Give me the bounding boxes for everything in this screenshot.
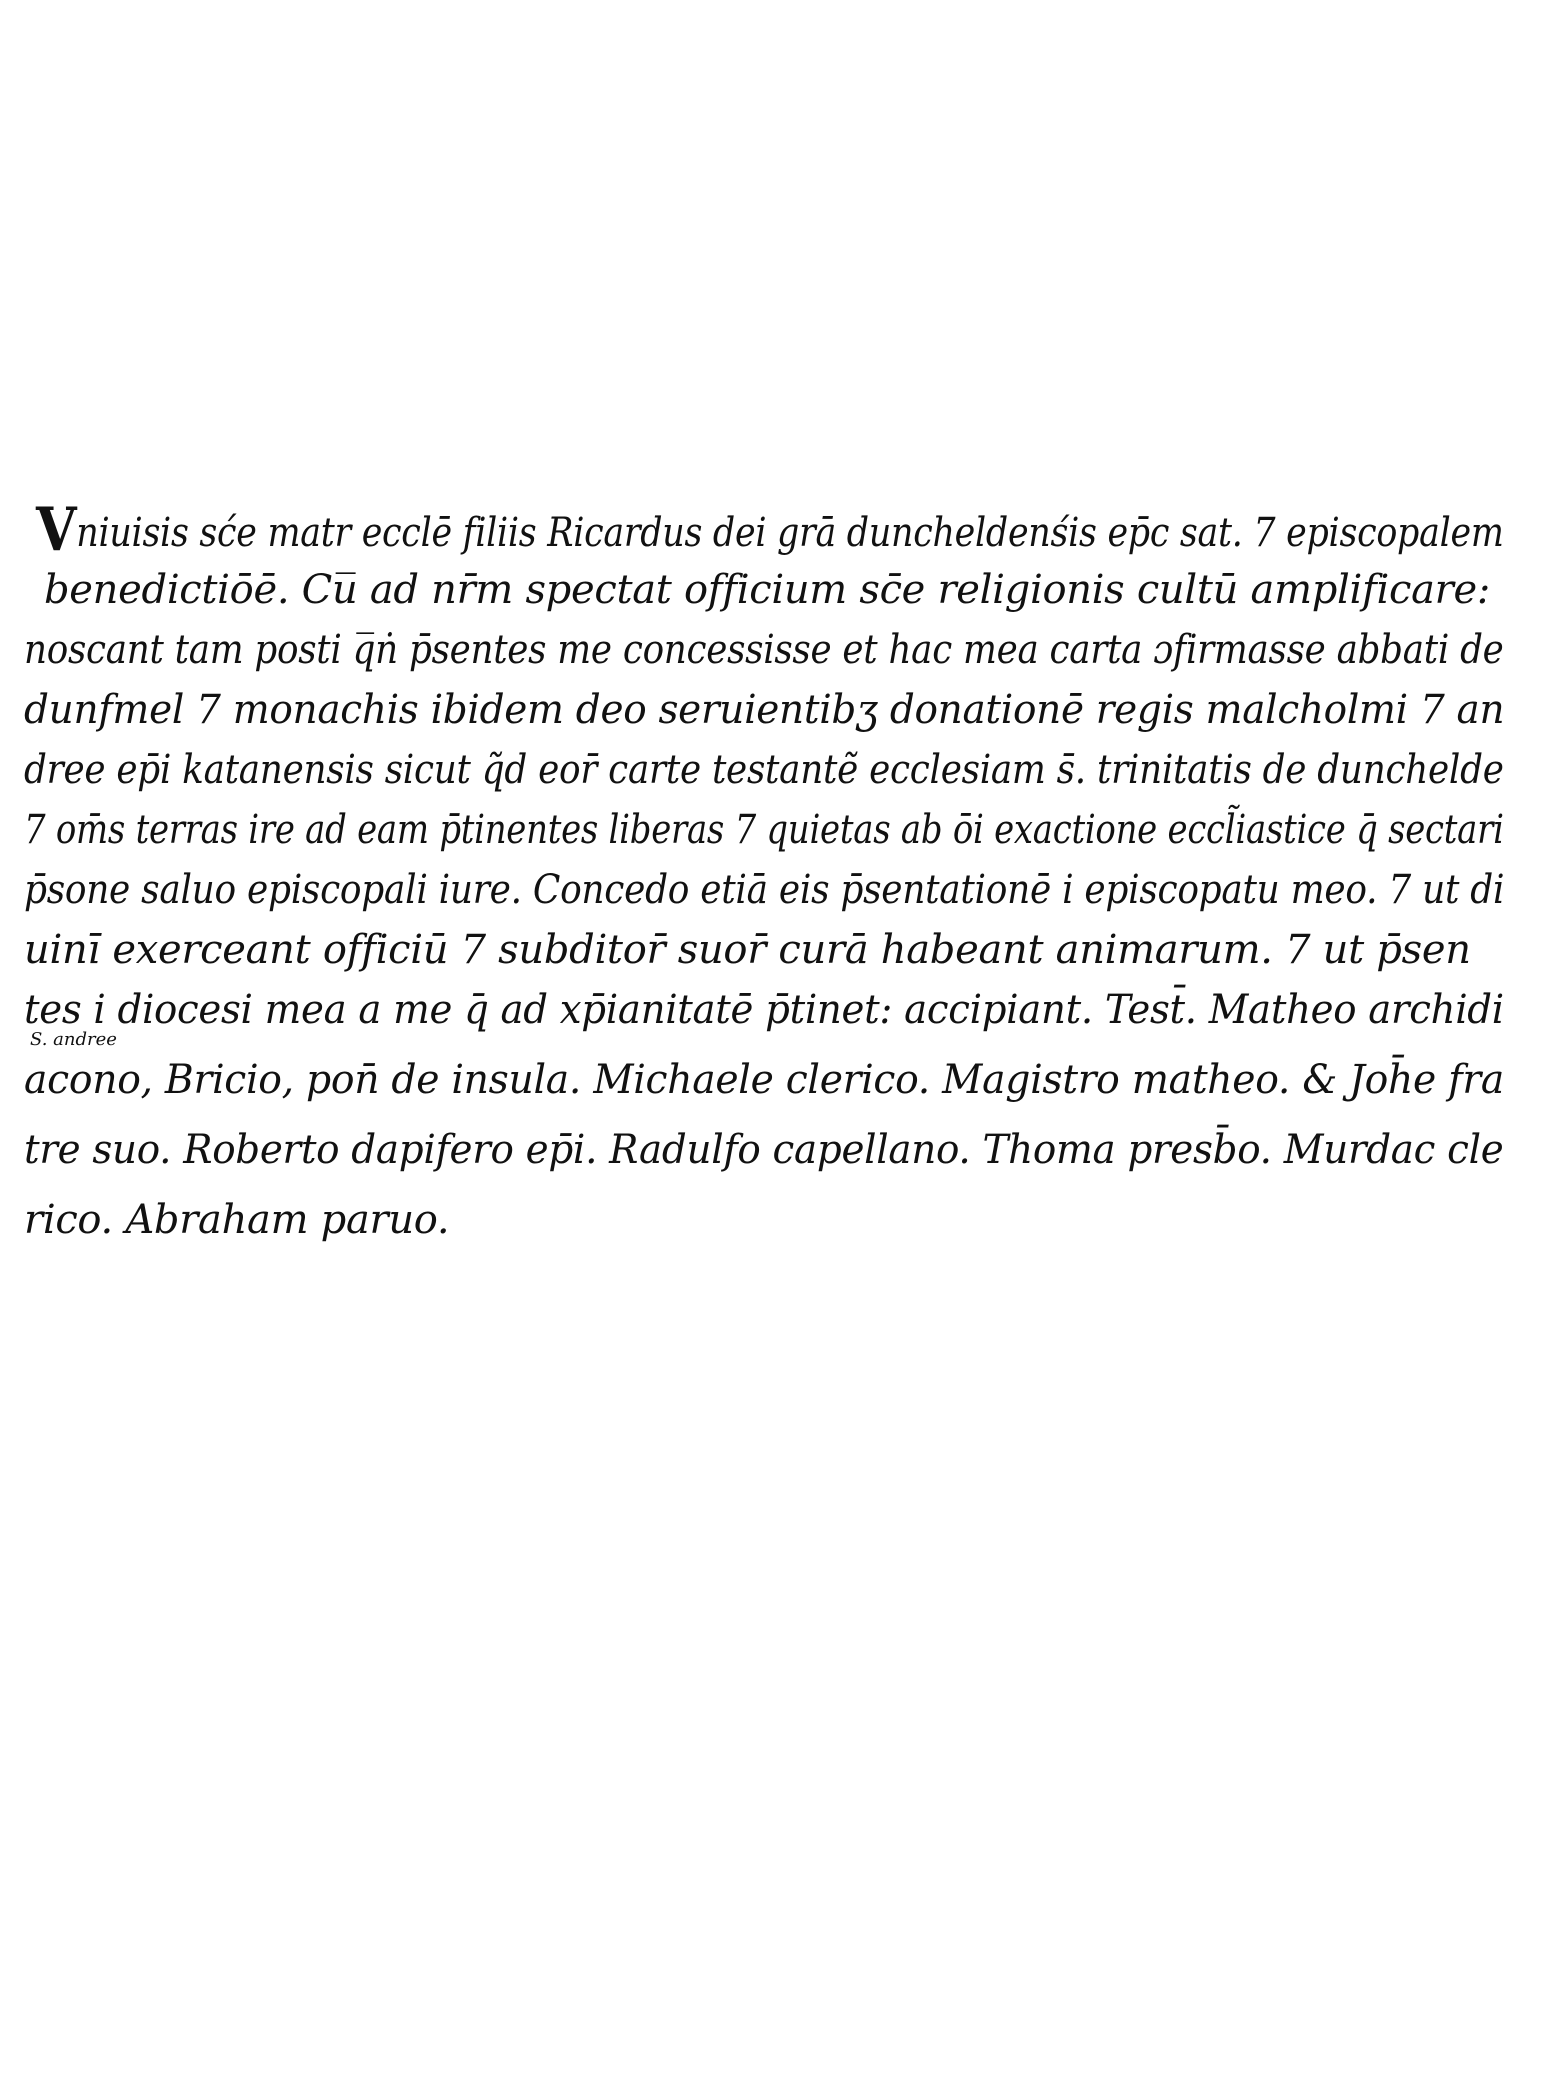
manuscript-line-8: [24, 920, 1471, 980]
line-text: dunfmel 7 monachis ibidem deo seruientibʒ donationē regis malcholmi 7 an: [24, 687, 1505, 733]
manuscript-line-10: [24, 1050, 1504, 1110]
manuscript-line-7: [24, 860, 1504, 920]
manuscript-line-11: [24, 1120, 1503, 1180]
line-text: 7 om̄s terras ire ad eam p̄tinentes liberas 7 quietas ab ōi exactione eccl̃iastice q̄ sectari: [24, 807, 1504, 853]
line-text: tes i diocesi mea a me q̄ ad xp̄ianitatē p̄tinet: accipiant. Test̄. Matheo archidi: [24, 987, 1504, 1033]
line-text: p̄sone saluo episcopali iure. Concedo etiā eis p̄sentationē i episcopatu meo. 7 ut di: [24, 867, 1505, 913]
line-text: uinī exerceant officiū 7 subditor̄ suor̄ curā habeant animarum. 7 ut p̄sen: [24, 927, 1471, 973]
manuscript-line-6: [24, 800, 1504, 860]
line-text: noscant tam posti q̅ṅ p̄sentes me concessisse et hac mea carta ɔfirmasse abbati de: [24, 627, 1504, 673]
manuscript-line-4: [24, 680, 1504, 740]
manuscript-line-3: [24, 620, 1504, 680]
manuscript-line-12: [24, 1190, 449, 1250]
line-text: acono, Bricio, pon̄ de insula. Michaele clerico. Magistro matheo. & Joh̄e fra: [24, 1057, 1505, 1103]
manuscript-text-block: [24, 495, 1524, 1480]
manuscript-line-5: [24, 740, 1504, 800]
manuscript-line-2: [44, 560, 1490, 620]
line-text: rico. Abraham paruo.: [24, 1197, 450, 1243]
manuscript-line-9: [24, 980, 1504, 1040]
marginal-gloss: S. andree: [30, 1029, 117, 1050]
manuscript-line-1: [36, 495, 1504, 565]
line-text: dree ep̄i katanensis sicut q̃d eor̄ carte testantẽ ecclesiam s̄. trinitatis de dunchelde: [24, 747, 1504, 793]
decorated-initial: V: [36, 495, 77, 565]
line-text: niuisis sće matr ecclē filiis Ricardus dei grā duncheldenśis ep̄c sat. 7 episcopalem: [76, 510, 1504, 556]
line-text: benedictiōē. Cu̅ ad nr̄m spectat officium sc̄e religionis cultū amplificare:: [44, 567, 1491, 613]
line-text: tre suo. Roberto dapifero ep̄i. Radulfo capellano. Thoma presb̄o. Murdac cle: [24, 1127, 1504, 1173]
